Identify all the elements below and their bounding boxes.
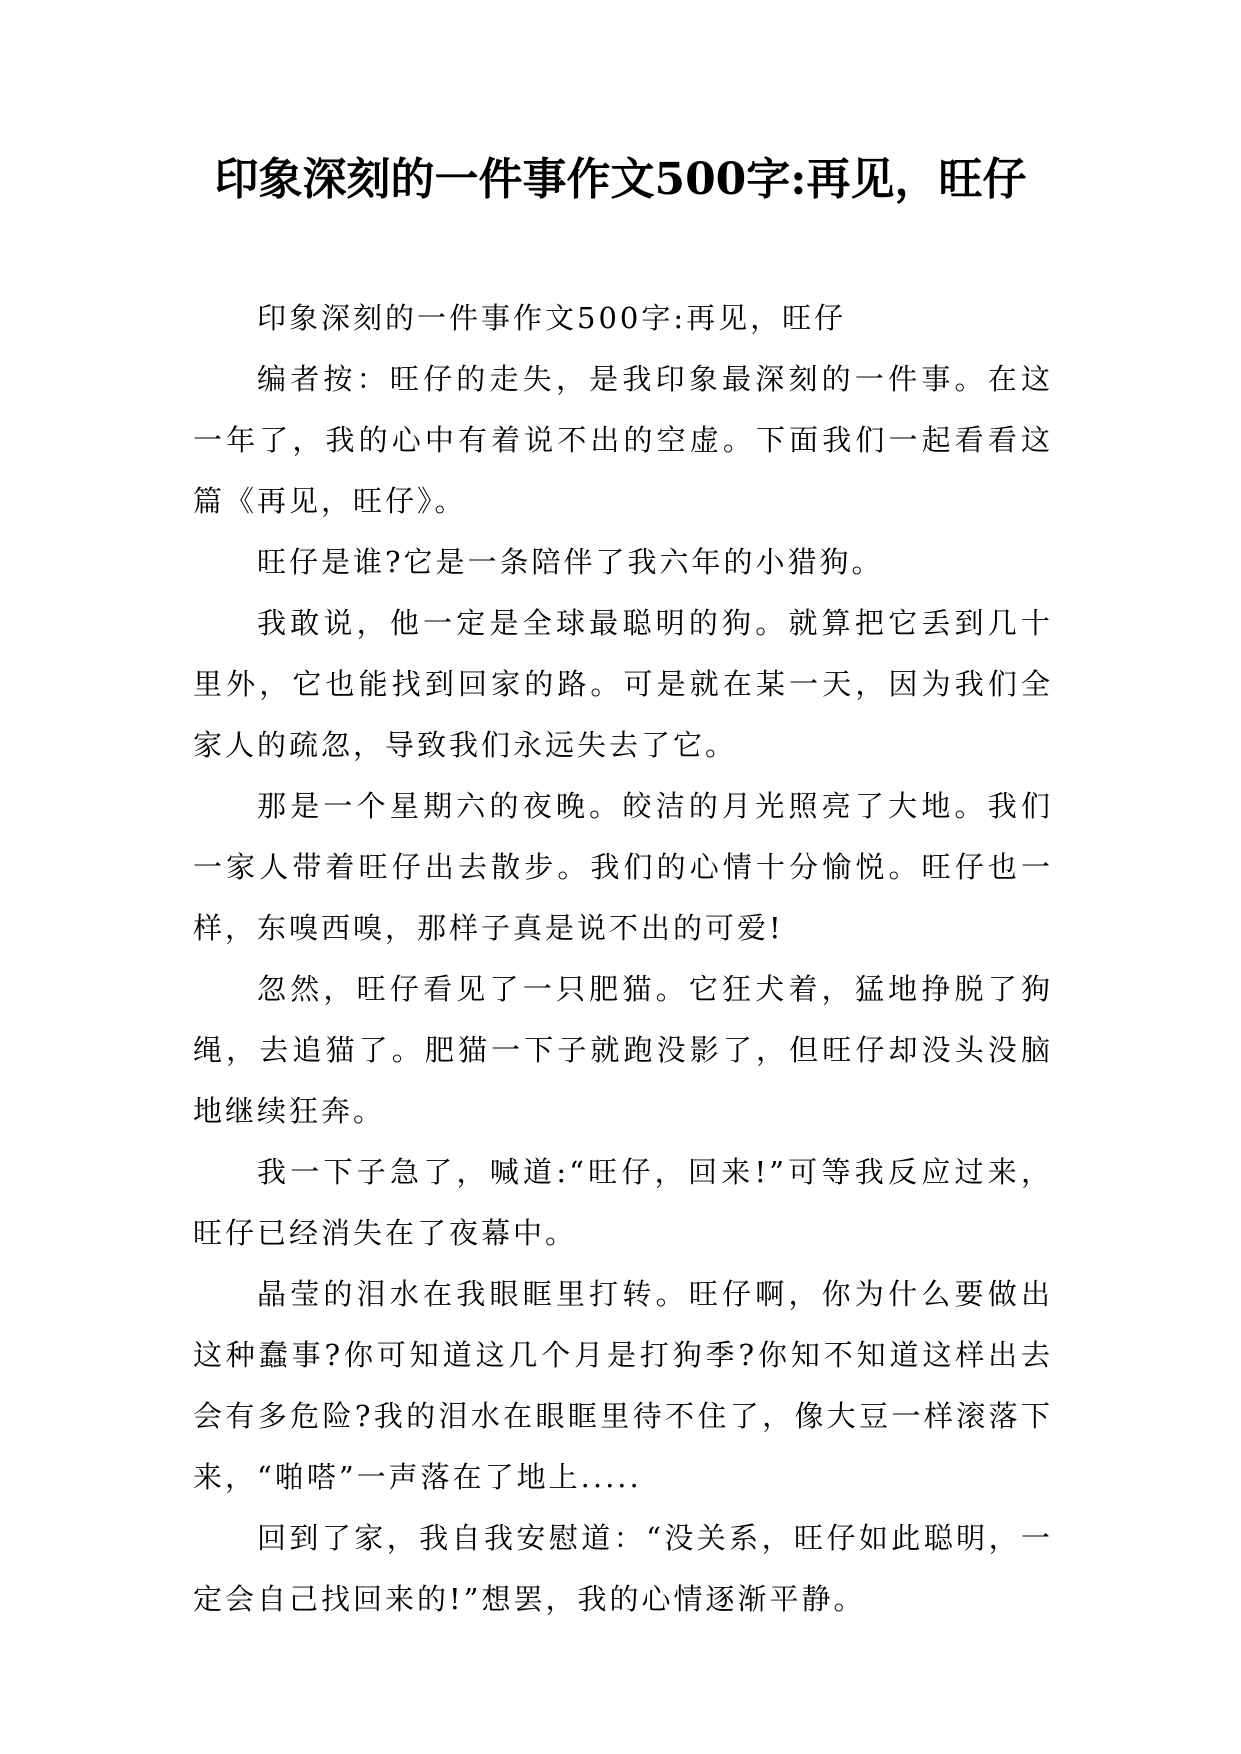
- paragraph: 回到了家，我自我安慰道：“没关系，旺仔如此聪明，一定会自己找回来的!”想罢，我的心情逐渐平静。: [193, 1521, 1053, 1616]
- paragraph: 晶莹的泪水在我眼眶里打转。旺仔啊，你为什么要做出这种蠢事?你可知道这几个月是打狗季?你知不知道这样出去会有多危险?我的泪水在眼眶里待不住了，像大豆一样滚落下来，“啪嗒”一声落在了地上.....: [193, 1277, 1053, 1494]
- paragraph-subtitle: 印象深刻的一件事作文500字:再见，旺仔: [257, 301, 847, 335]
- paragraph-editor-note: 编者按：旺仔的走失，是我印象最深刻的一件事。在这一年了，我的心中有着说不出的空虚。下面我们一起看看这篇《再见，旺仔》。: [193, 362, 1053, 518]
- paragraph: 旺仔是谁?它是一条陪伴了我六年的小猎狗。: [257, 545, 884, 579]
- document-body: [193, 288, 1053, 1630]
- document-title: 印象深刻的一件事作文500字:再见，旺仔: [214, 154, 1027, 205]
- paragraph: 忽然，旺仔看见了一只肥猫。它狂犬着，猛地挣脱了狗绳，去追猫了。肥猫一下子就跑没影了，但旺仔却没头没脑地继续狂奔。: [193, 972, 1053, 1128]
- paragraph: 那是一个星期六的夜晚。皎洁的月光照亮了大地。我们一家人带着旺仔出去散步。我们的心情十分愉悦。旺仔也一样，东嗅西嗅，那样子真是说不出的可爱!: [193, 789, 1053, 945]
- paragraph: 我一下子急了，喊道:“旺仔，回来!”可等我反应过来，旺仔已经消失在了夜幕中。: [193, 1155, 1053, 1250]
- paragraph: 我敢说，他一定是全球最聪明的狗。就算把它丢到几十里外，它也能找到回家的路。可是就在某一天，因为我们全家人的疏忽，导致我们永远失去了它。: [193, 606, 1053, 762]
